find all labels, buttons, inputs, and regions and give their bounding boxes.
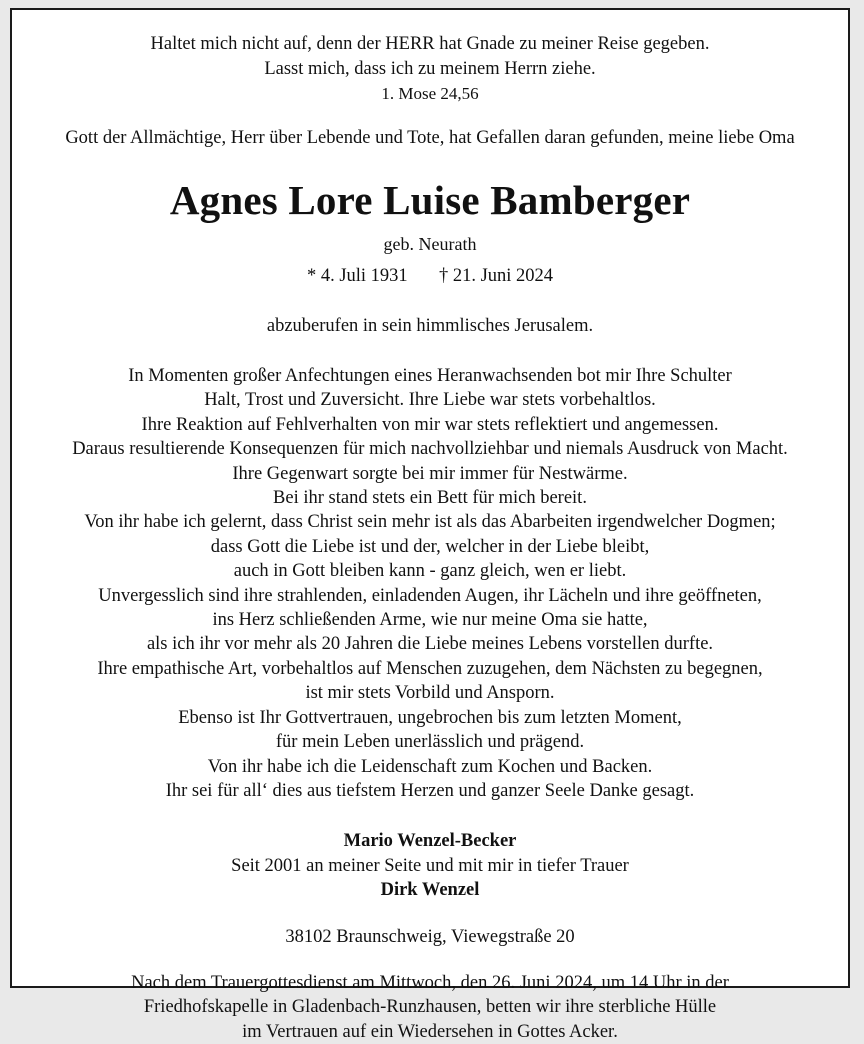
tribute-line: ins Herz schließenden Arme, wie nur meine Oma sie hatte, (212, 610, 648, 631)
address-line: 38102 Braunschweig, Viewegstraße 20 (285, 926, 575, 947)
service-line: Nach dem Trauergottesdienst am Mittwoch, den 26. Juni 2024, um 14 Uhr in der (131, 972, 729, 993)
deceased-name: Agnes Lore Luise Bamberger (169, 177, 691, 223)
called-line: abzuberufen in sein himmlisches Jerusalem. (266, 316, 594, 336)
deceased-maiden-name: geb. Neurath (383, 234, 477, 254)
tribute-line: Ihre Gegenwart sorgte bei mir immer für Nestwärme. (232, 463, 628, 484)
epigraph-reference: 1. Mose 24,56 (381, 84, 479, 103)
tribute-line: In Momenten großer Anfechtungen eines Heranwachsenden bot mir Ihre Schulter (128, 366, 732, 386)
tribute-line: Ihr sei für all‘ dies aus tiefstem Herzen und ganzer Seele Danke gesagt. (165, 780, 695, 801)
life-dates (32, 264, 828, 288)
tribute-line: Ihre empathische Art, vorbehaltlos auf Menschen zuzugehen, dem Nächsten zu begegnen, (97, 658, 763, 679)
tribute-line: Unvergesslich sind ihre strahlenden, einladenden Augen, ihr Lächeln und ihre geöffneten, (98, 585, 762, 606)
called-block (32, 314, 828, 338)
mourner-primary-name: Mario Wenzel-Becker (343, 831, 517, 852)
tribute-line: Ihre Reaktion auf Fehlverhalten von mir war stets reflektiert und angemessen. (141, 414, 719, 435)
epigraph-line: Haltet mich nicht auf, denn der HERR hat Gnade zu meiner Reise gegeben. (150, 34, 710, 54)
address-block (32, 925, 828, 949)
mourner-relation-line: Seit 2001 an meiner Seite und mit mir in tiefer Trauer (231, 855, 629, 876)
tribute-line: Ebenso ist Ihr Gottvertrauen, ungebrochen bis zum letzten Moment, (178, 707, 682, 728)
tribute-line: Von ihr habe ich die Leidenschaft zum Kochen und Backen. (207, 756, 653, 777)
tribute-line: dass Gott die Liebe ist und der, welcher in der Liebe bleibt, (210, 536, 650, 557)
mourner-secondary-name: Dirk Wenzel (380, 880, 480, 901)
tribute-line: ist mir stets Vorbild und Ansporn. (305, 683, 555, 704)
tribute-line: als ich ihr vor mehr als 20 Jahren die Liebe meines Lebens vorstellen durfte. (146, 634, 714, 655)
obituary-notice-card (10, 8, 850, 1042)
birth-date: 4. Juli 1931 (320, 266, 408, 286)
tribute-line: für mein Leben unerlässlich und prägend. (275, 732, 585, 753)
epigraph-line: Lasst mich, dass ich zu meinem Herrn ziehe. (264, 59, 596, 79)
service-line: Friedhofskapelle in Gladenbach-Runzhausen, betten wir ihre sterbliche Hülle (143, 997, 717, 1018)
tribute-block (32, 364, 828, 803)
intro-block (32, 126, 828, 150)
epigraph-block (32, 32, 828, 106)
obituary-content (12, 10, 848, 1044)
tribute-line: Daraus resultierende Konsequenzen für mich nachvollziehbar und niemals Ausdruck von Macht. (72, 439, 788, 460)
death-date: 21. Juni 2024 (452, 266, 554, 286)
tribute-line: auch in Gott bleiben kann - ganz gleich, wen er liebt. (233, 561, 627, 582)
funeral-service-block (32, 971, 828, 1044)
service-line: im Vertrauen auf ein Wiedersehen in Gottes Acker. (242, 1021, 618, 1042)
tribute-line: Von ihr habe ich gelernt, dass Christ sein mehr ist als das Abarbeiten irgendwelcher Dogmen; (84, 512, 776, 533)
signature-block (32, 829, 828, 903)
tribute-line: Bei ihr stand stets ein Bett für mich bereit. (273, 488, 587, 509)
death-symbol: † (438, 266, 449, 286)
birth-symbol: * (306, 266, 317, 286)
intro-line: Gott der Allmächtige, Herr über Lebende und Tote, hat Gefallen daran gefunden, meine liebe Oma (65, 128, 795, 148)
tribute-line: Halt, Trost und Zuversicht. Ihre Liebe war stets vorbehaltlos. (204, 390, 656, 411)
